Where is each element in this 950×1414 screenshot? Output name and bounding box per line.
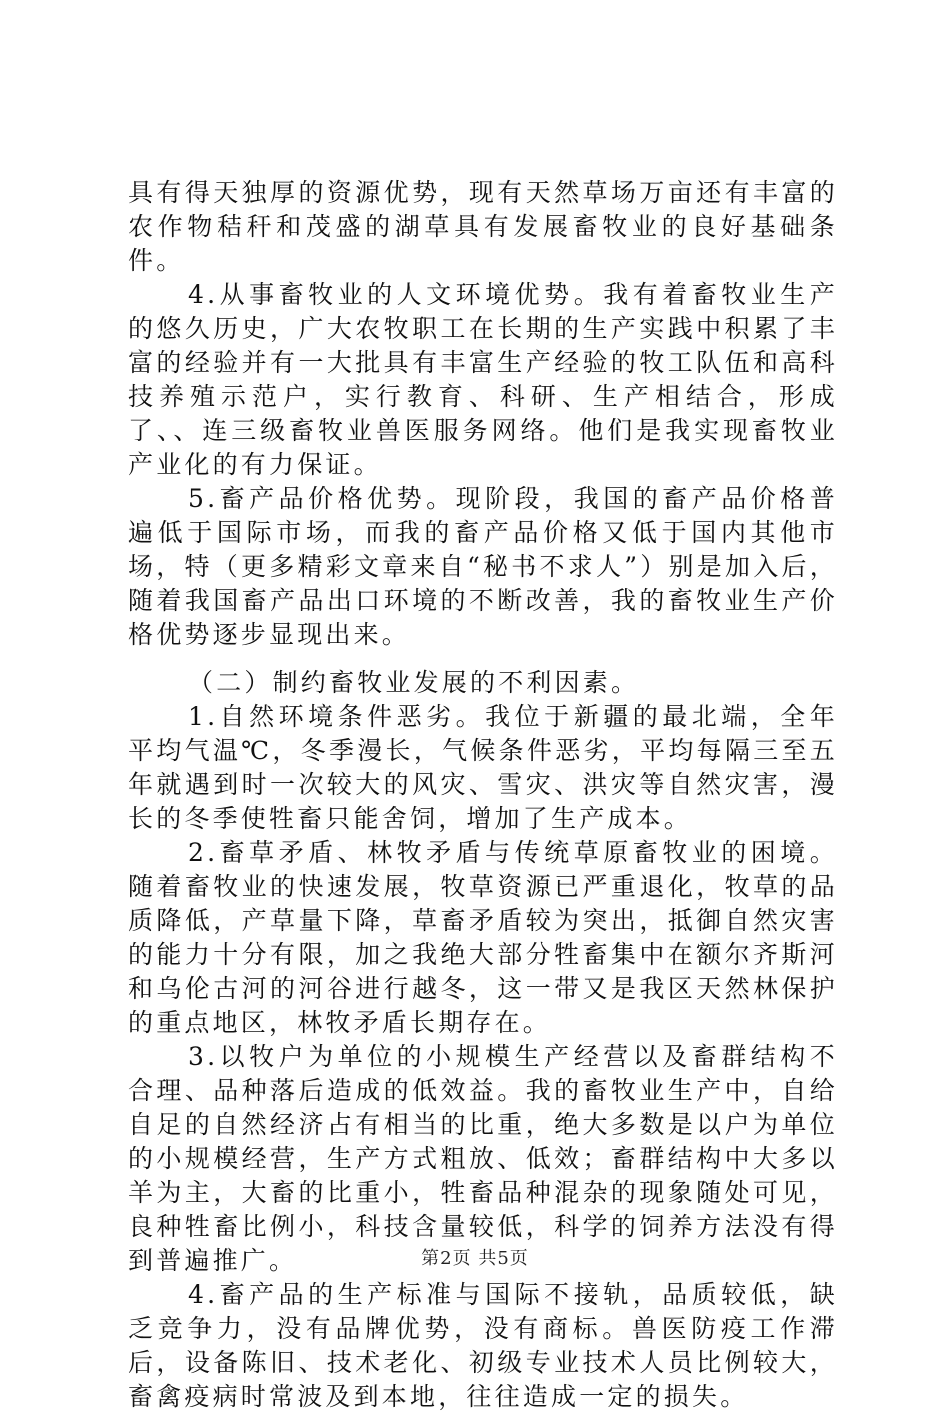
paragraph-standards-quality: 4.畜产品的生产标准与国际不接轨，品质较低，缺乏竞争力，没有品牌优势，没有商标。兽医防疫工作滞后，设备陈旧、技术老化、初级专业技术人员比例较大，畜禽疫病时常波及到本地，往往造成一定的损失。 (128, 1280, 838, 1411)
paragraph-small-scale-operation: 3.以牧户为单位的小规模生产经营以及畜群结构不合理、品种落后造成的低效益。我的畜牧业生产中，自给自足的自然经济占有相当的比重，绝大多数是以户为单位的小规模经营，生产方式粗放、低效；畜群结构中大多以羊为主，大畜的比重小，牲畜品种混杂的现象随处可见，良种牲畜比例小，科技含量较低，科学的饲养方法没有得到普遍推广。 (128, 1042, 838, 1275)
document-body (128, 176, 838, 1414)
section-heading-unfavorable-factors: （二）制约畜牧业发展的不利因素。 (188, 668, 640, 697)
paragraph-cultural-advantage: 4.从事畜牧业的人文环境优势。我有着畜牧业生产的悠久历史，广大农牧职工在长期的生产实践中积累了丰富的经验并有一大批具有丰富生产经验的牧工队伍和高科技养殖示范户，实行教育、科研、生产相结合，形成了、、连三级畜牧业兽医服务网络。他们是我实现畜牧业产业化的有力保证。 (128, 280, 838, 479)
paragraph-harsh-environment: 1.自然环境条件恶劣。我位于新疆的最北端，全年平均气温℃，冬季漫长，气候条件恶劣，平均每隔三至五年就遇到时一次较大的风灾、雪灾、洪灾等自然灾害，漫长的冬季使牲畜只能舍饲，增加了生产成本。 (128, 702, 838, 833)
paragraph-grass-forest-conflict: 2.畜草矛盾、林牧矛盾与传统草原畜牧业的困境。随着畜牧业的快速发展，牧草资源已严重退化，牧草的品质降低，产草量下降，草畜矛盾较为突出，抵御自然灾害的能力十分有限，加之我绝大部分牲畜集中在额尔齐斯河和乌伦古河的河谷进行越冬，这一带又是我区天然林保护的重点地区，林牧矛盾长期存在。 (128, 838, 838, 1037)
page-number-footer: 第2页 共5页 (421, 1248, 529, 1269)
paragraph-resource-advantage: 具有得天独厚的资源优势，现有天然草场万亩还有丰富的农作物秸秆和茂盛的湖草具有发展畜牧业的良好基础条件。 (128, 178, 838, 275)
paragraph-price-advantage: 5.畜产品价格优势。现阶段，我国的畜产品价格普遍低于国际市场，而我的畜产品价格又低于国内其他市场，特（更多精彩文章来自“秘书不求人”）别是加入后，随着我国畜产品出口环境的不断改善，我的畜牧业生产价格优势逐步显现出来。 (128, 484, 838, 649)
